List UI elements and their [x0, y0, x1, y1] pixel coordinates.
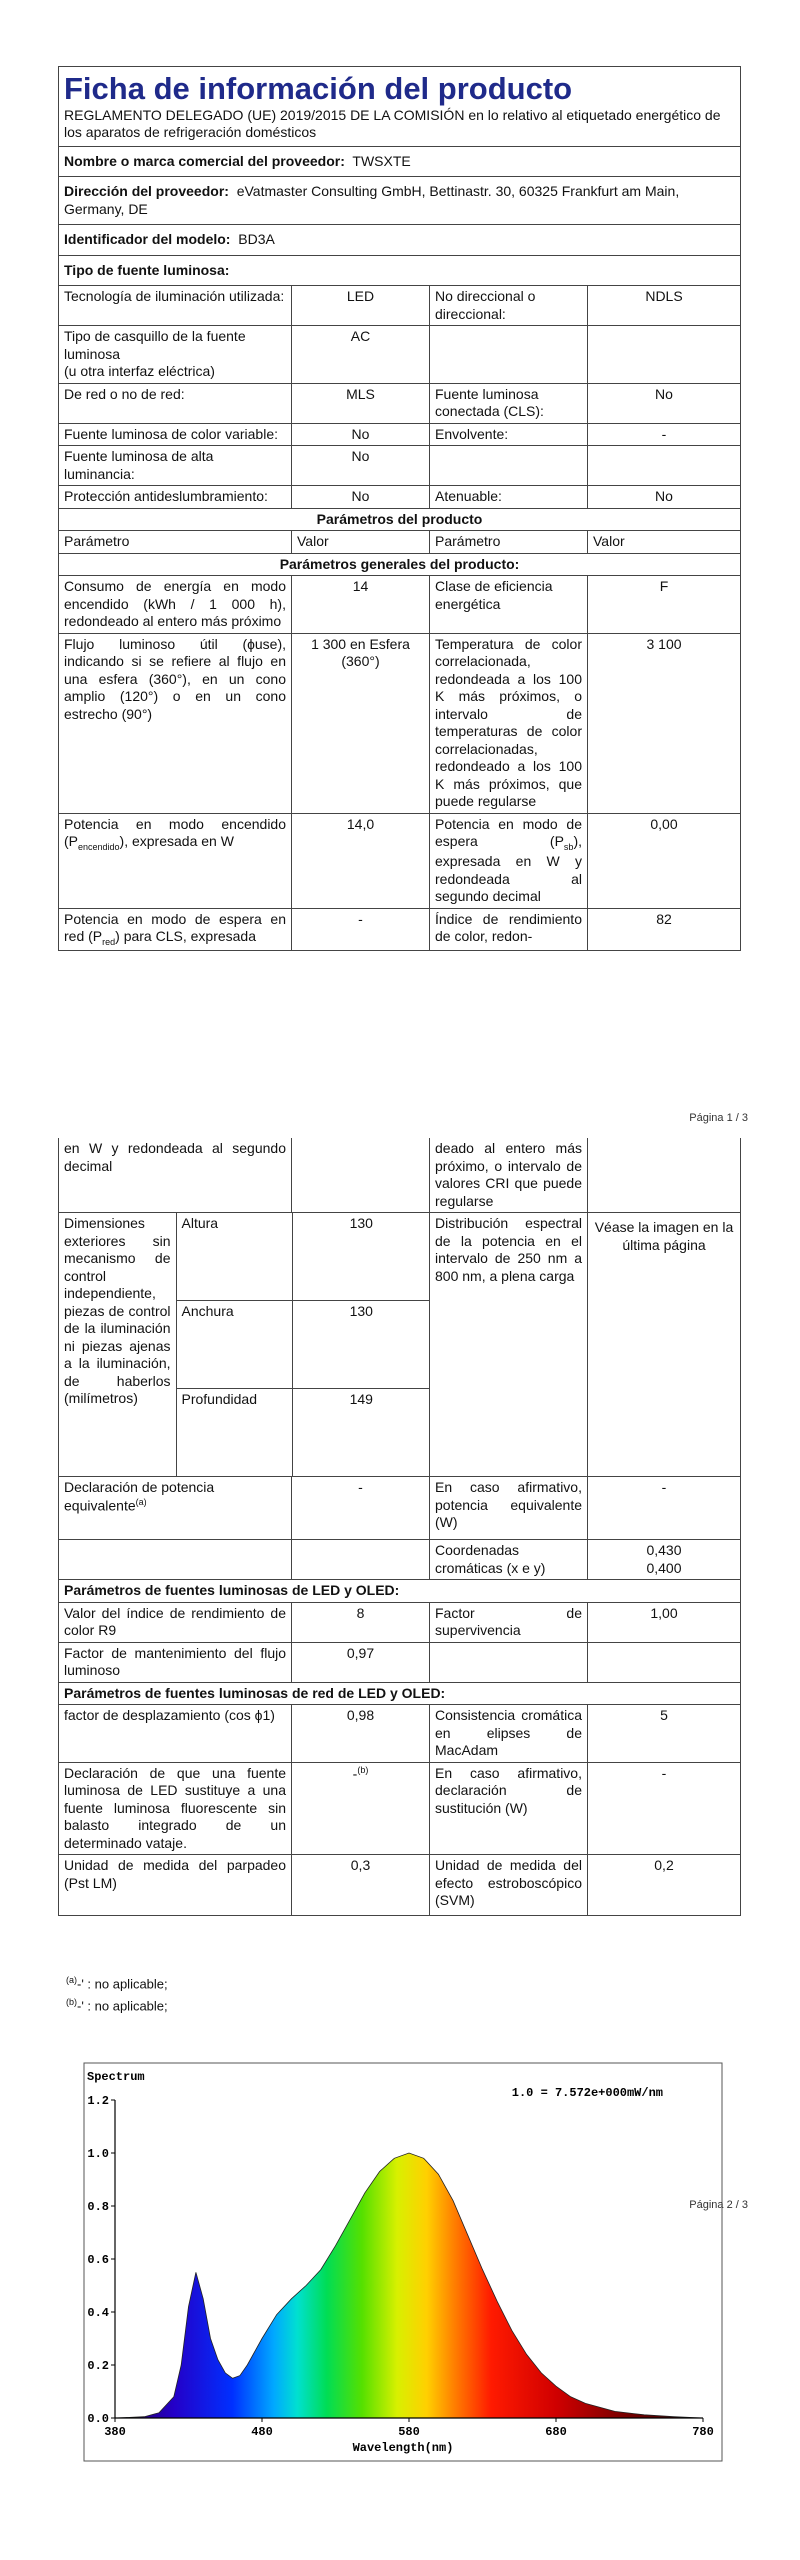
spd-label: Distribución espectral de la potencia en el intervalo de 250 nm a 800 nm, a plena carga — [430, 1213, 588, 1477]
cls-value: No — [588, 383, 741, 423]
cri-label: Índice de rendimiento de color, redon- — [430, 908, 588, 951]
tech-label: Tecnología de iluminación utilizada: — [59, 286, 292, 326]
equiv-power-label: Declaración de potencia equivalente$^{(a)}$ — [59, 1477, 292, 1540]
cosphi-label: factor de desplazamiento (cos ϕ1) — [59, 1705, 292, 1763]
r9-value: 8 — [292, 1602, 430, 1642]
spd-value: Véase la imagen en la última página — [588, 1213, 741, 1477]
width-value: 130 — [292, 1300, 430, 1389]
width-label: Anchura — [176, 1300, 292, 1389]
cri-value: 82 — [588, 908, 741, 951]
glare-label: Protección antideslumbramiento: — [59, 486, 292, 509]
macadam-value: 5 — [588, 1705, 741, 1763]
equiv-power-value: - — [292, 1477, 430, 1540]
led-params-heading: Parámetros de fuentes luminosas de LED y OLED: — [59, 1580, 741, 1603]
page-number-1: Página 1 / 3 — [689, 1112, 748, 1124]
dimensions-label: Dimensiones exteriores sin mecanismo de control independiente, piezas de control de la iluminación ni piezas ajenas a la iluminación, de haberlos (milímetros) — [59, 1213, 176, 1476]
cct-value: 3 100 — [588, 633, 741, 813]
address-value: eVatmaster Consulting GmbH, Bettinastr. 30, 60325 Frankfurt am Main, Germany, DE — [64, 183, 680, 217]
cap-value: AC — [292, 326, 430, 384]
product-info-table-2 — [58, 1138, 741, 1916]
supplier-value: TWSXTE — [352, 152, 411, 169]
page-title: Ficha de información del producto — [64, 71, 573, 106]
chart-title: Spectrum — [87, 2070, 145, 2084]
class-value: F — [588, 576, 741, 634]
y-tick-label: 1.0 — [87, 2147, 109, 2161]
survival-value: 1,00 — [588, 1602, 741, 1642]
envelope-label: Envolvente: — [430, 423, 588, 446]
standby-power-label: Potencia en modo de espera $(P_{sb})$, expresada en W y redondeada al segundo decimal — [430, 813, 588, 908]
y-tick-label: 0.0 — [87, 2412, 109, 2426]
y-tick-label: 0.2 — [87, 2359, 109, 2373]
x-tick-label: 580 — [398, 2425, 420, 2439]
mains-value: MLS — [292, 383, 430, 423]
col-header-value: Valor — [292, 531, 430, 554]
nondir-label: No direccional o direccional: — [430, 286, 588, 326]
chroma-label: Coordenadas cromáticas (x e y) — [430, 1540, 588, 1580]
color-variable-label: Fuente luminosa de color variable: — [59, 423, 292, 446]
class-label: Clase de eficiencia energética — [430, 576, 588, 634]
chroma-y: 0,400 — [646, 1559, 682, 1576]
replacement-label: Declaración de que una fuente luminosa de LED sustituye a una fuente luminosa fluorescente sin balasto integrado de un determinado vataje. — [59, 1762, 292, 1855]
model-value: BD3A — [238, 231, 275, 248]
pst-value: 0,3 — [292, 1855, 430, 1916]
col-header-param-2: Parámetro — [430, 531, 588, 554]
energy-label: Consumo de energía en modo encendido (kWh / 1 000 h), redondeado al entero más próximo — [59, 576, 292, 634]
cri-label-cont: deado al entero más próximo, o intervalo de valores CRI que puede regularse — [430, 1138, 588, 1213]
replacement-w-label: En caso afirmativo, declaración de sustitución (W) — [430, 1762, 588, 1855]
dimmable-label: Atenuable: — [430, 486, 588, 509]
footnote-a: $^{(a)}$-' : no aplicable; — [66, 1975, 168, 1992]
x-tick-label: 480 — [251, 2425, 273, 2439]
pst-label: Unidad de medida del parpadeo (Pst LM) — [59, 1855, 292, 1916]
col-header-value-2: Valor — [588, 531, 741, 554]
cls-label: Fuente luminosa conectada (CLS): — [430, 383, 588, 423]
supplier-label: Nombre o marca comercial del proveedor: — [64, 152, 345, 169]
product-sheet-continuation — [58, 1138, 740, 1916]
mains-label: De red o no de red: — [59, 383, 292, 423]
flux-label: Flujo luminoso útil (ɸuse), indicando si se refiere al flujo en una esfera (360°), en un cono amplio (120°) o en un cono estrecho (90°) — [59, 633, 292, 813]
cosphi-value: 0,98 — [292, 1705, 430, 1763]
network-standby-label: Potencia en modo de espera en red $(P_{red})$ para CLS, expresada — [59, 908, 292, 951]
maintenance-value: 0,97 — [292, 1642, 430, 1682]
on-mode-power-label: Potencia en modo encendido $(P_{encendido})$, expresada en W — [59, 813, 292, 908]
standby-power-value: 0,00 — [588, 813, 741, 908]
svm-value: 0,2 — [588, 1855, 741, 1916]
footnote-b: $^{(b)}$-' : no aplicable; — [66, 1997, 168, 2014]
r9-label: Valor del índice de rendimiento de color R9 — [59, 1602, 292, 1642]
y-tick-label: 0.4 — [87, 2306, 109, 2320]
high-luminance-label: Fuente luminosa de alta luminancia: — [59, 446, 292, 486]
spectrum-chart — [83, 2062, 723, 2462]
macadam-label: Consistencia cromática en elipses de MacAdam — [430, 1705, 588, 1763]
equiv-w-value: - — [588, 1477, 741, 1540]
address-label: Dirección del proveedor: — [64, 183, 229, 200]
svm-label: Unidad de medida del efecto estroboscópico (SVM) — [430, 1855, 588, 1916]
params-heading: Parámetros del producto — [59, 508, 741, 531]
cap-label-note: (u otra interfaz eléctrica) — [64, 363, 215, 380]
on-mode-power-value: 14,0 — [292, 813, 430, 908]
x-axis-label: Wavelength(nm) — [352, 2441, 454, 2455]
general-params-heading: Parámetros generales del producto: — [59, 553, 741, 576]
product-sheet-page-1 — [58, 66, 740, 951]
light-type-heading: Tipo de fuente luminosa: — [59, 255, 741, 286]
high-luminance-value: No — [292, 446, 430, 486]
nondir-value: NDLS — [588, 286, 741, 326]
energy-value: 14 — [292, 576, 430, 634]
height-value: 130 — [292, 1213, 430, 1300]
network-standby-value: - — [292, 908, 430, 951]
flux-value: 1 300 en Esfera (360°) — [292, 633, 430, 813]
depth-label: Profundidad — [176, 1389, 292, 1476]
col-header-param: Parámetro — [59, 531, 292, 554]
equiv-w-label: En caso afirmativo, potencia equivalente (W) — [430, 1477, 588, 1540]
cap-label: Tipo de casquillo de la fuente luminosa — [64, 328, 246, 362]
survival-label: Factor de supervivencia — [430, 1602, 588, 1642]
x-tick-label: 380 — [104, 2425, 126, 2439]
replacement-w-value: - — [588, 1762, 741, 1855]
y-tick-label: 1.2 — [87, 2094, 109, 2108]
page-number-2: Página 2 / 3 — [689, 2199, 748, 2211]
height-label: Altura — [176, 1213, 292, 1300]
product-info-table-1 — [58, 66, 741, 951]
y-tick-label: 0.8 — [87, 2200, 109, 2214]
replacement-value: -$^{(b)}$ — [292, 1762, 430, 1855]
regulation-text: REGLAMENTO DELEGADO (UE) 2019/2015 DE LA COMISIÓN en lo relativo al etiquetado energético de los aparatos de refrigeración domésticos — [64, 106, 721, 141]
x-tick-label: 680 — [545, 2425, 567, 2439]
envelope-value: - — [588, 423, 741, 446]
depth-value: 149 — [292, 1389, 430, 1476]
maintenance-label: Factor de mantenimiento del flujo luminoso — [59, 1642, 292, 1682]
chroma-x: 0,430 — [646, 1542, 682, 1558]
model-label: Identificador del modelo: — [64, 231, 231, 248]
tech-value: LED — [292, 286, 430, 326]
y-tick-label: 0.6 — [87, 2253, 109, 2267]
color-variable-value: No — [292, 423, 430, 446]
network-standby-label-cont: en W y redondeada al segundo decimal — [59, 1138, 292, 1213]
glare-value: No — [292, 486, 430, 509]
cct-label: Temperatura de color correlacionada, redondeada a los 100 K más próximos, o intervalo de temperaturas de color correlacionadas, redondeado a los 100 K más próximos, que puede regularse — [430, 633, 588, 813]
chart-scale-note: 1.0 = 7.572e+000mW/nm — [511, 2086, 663, 2100]
dimmable-value: No — [588, 486, 741, 509]
mains-led-heading: Parámetros de fuentes luminosas de red de LED y OLED: — [59, 1682, 741, 1705]
x-tick-label: 780 — [692, 2425, 714, 2439]
